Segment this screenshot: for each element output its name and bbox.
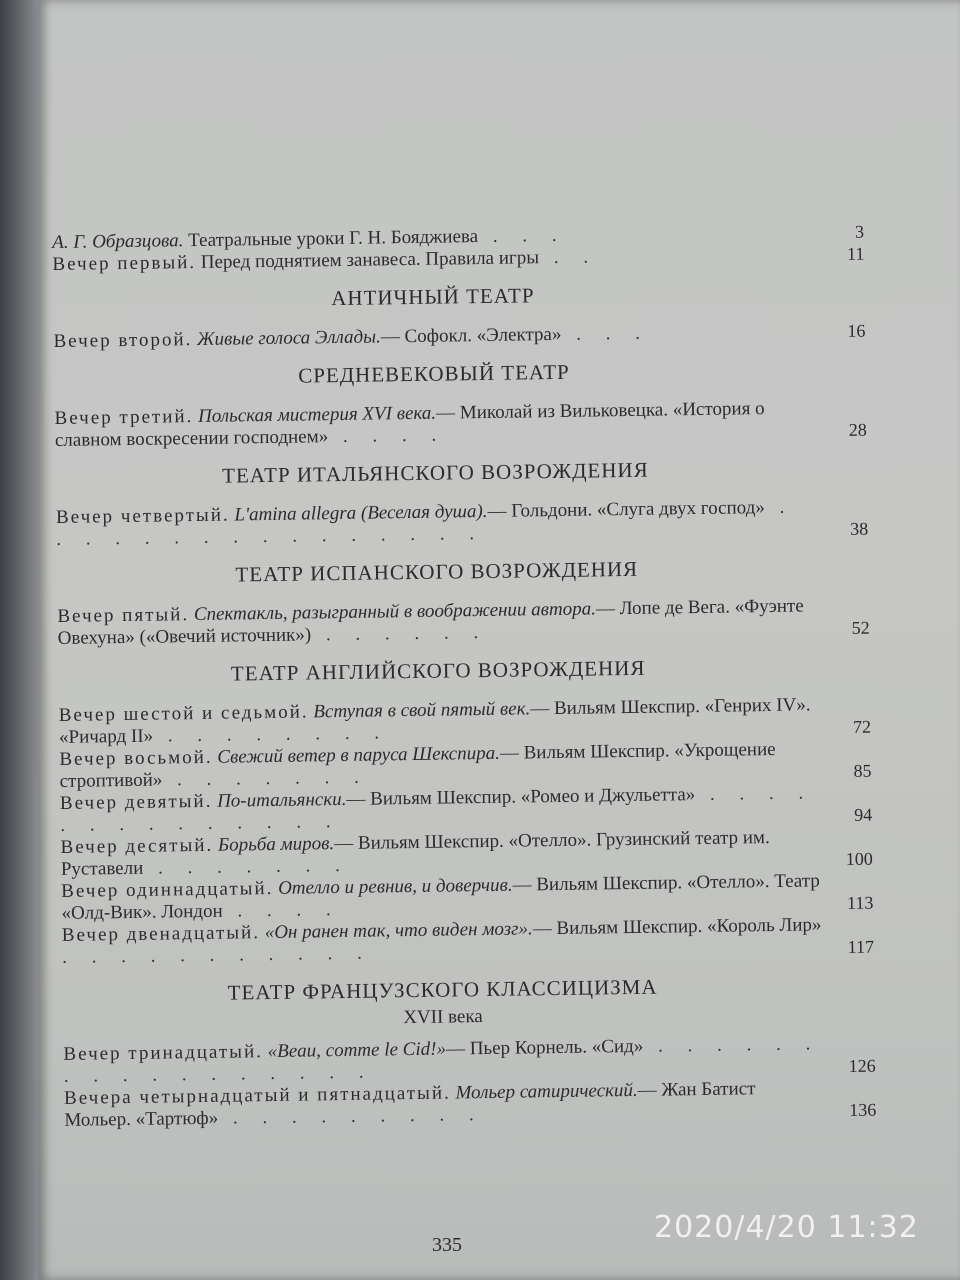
toc-page-number: 16 (847, 320, 866, 341)
toc-entry-title: «Beau, comme le Cid!» (262, 1038, 447, 1063)
toc-entry-evening: Вечер четвертый. (55, 504, 230, 528)
toc-entry-evening: Вечер девятый. (59, 790, 213, 814)
toc-entry-author: А. Г. Образцова. (52, 230, 184, 253)
toc-page-number: 72 (852, 716, 872, 737)
toc-page-number: 113 (846, 892, 874, 913)
toc-entry-title: L'amina allegra (Веселая душа). (229, 500, 488, 526)
photo-timestamp: 2020/4/20 11:32 (654, 1210, 919, 1245)
toc-page-number: 3 (854, 221, 865, 242)
toc-entry-evening: Вечер второй. (53, 329, 193, 352)
leader-dots: . . . . . . . (143, 854, 350, 879)
toc-entry-text: — Миколай из Вильковецка. «История о славном воскресении господнем» (54, 398, 765, 451)
section-subheading: XVII века (403, 1006, 483, 1029)
toc-entry-text: — Вильям Шекспир. «Ромео и Джульетта» (346, 784, 696, 810)
toc-entry-text: — Софокл. «Электра» (380, 323, 562, 348)
toc-entry-text: — Вильям Шекспир. «Король Лир» (532, 914, 822, 940)
section-heading: СРЕДНЕВЕКОВЫЙ ТЕАТР (298, 359, 570, 388)
toc-page-number: 100 (845, 848, 873, 869)
toc-entry-title: Вступая в свой пятый век. (308, 698, 531, 723)
toc-page-number: 38 (850, 518, 869, 539)
toc-entry-evening: Вечер пятый. (57, 604, 190, 627)
toc-page-number: 52 (851, 617, 870, 638)
leader-dots: . . . . . . . . . . . . . . (60, 782, 814, 836)
toc-entry-title: Свежий ветер в паруса Шекспира. (212, 742, 501, 768)
leader-dots: . . . . . . . . . (218, 1104, 484, 1129)
toc-entry (54, 397, 875, 452)
toc-page-number: 126 (848, 1055, 876, 1076)
toc-entry-title: «Он ранен так, что виден мозг». (259, 918, 533, 944)
leader-dots: . . . . (222, 899, 341, 922)
toc-page-number: 117 (847, 936, 875, 957)
table-of-contents (52, 221, 884, 1132)
leader-dots: . . . . . . . . . . . (61, 942, 372, 968)
toc-entry-title: Польская мистерия XVI века. (193, 402, 437, 428)
toc-entry-text: Перед поднятием занавеса. Правила игры (195, 247, 540, 273)
toc-entry-evening: Вечер первый. (52, 251, 197, 275)
toc-entry-text: Театральные уроки Г. Н. Бояджиева (183, 226, 479, 252)
toc-entry-text: — Вильям Шекспир. «Укрощение строптивой» (59, 738, 776, 792)
toc-entry-title: По-итальянски. (212, 788, 347, 812)
leader-dots: . . . . . . . . (152, 722, 390, 747)
toc-entry-title: Живые голоса Эллады. (192, 326, 381, 351)
toc-entry-evening: Вечер двенадцатый. (61, 922, 261, 946)
toc-entry (57, 595, 878, 650)
toc-entry-evening: Вечер восьмой. (59, 746, 213, 770)
leader-dots: . . . . . . (311, 621, 489, 646)
toc-entry (53, 320, 873, 353)
toc-entry-title: Мольер сатирический. (450, 1079, 638, 1104)
toc-page-number: 136 (849, 1099, 877, 1120)
toc-entry-text: — Вильям Шекспир. «Отелло». Грузинский театр им. Руставели (60, 827, 770, 880)
toc-page-number: 94 (854, 804, 873, 825)
toc-entry (56, 496, 877, 551)
toc-entry-title: Борьба миров. (213, 833, 335, 856)
toc-entry-evening: Вечер шестой и седьмой. (58, 701, 309, 726)
leader-dots: . . . (561, 322, 651, 345)
leader-dots: . . (538, 246, 599, 269)
toc-entry-evening: Вечер третий. (54, 406, 194, 429)
toc-entry-title: Отелло и ревнив, и доверчив. (273, 874, 513, 899)
toc-entry-text: — Пьер Корнель. «Сид» (445, 1035, 644, 1060)
toc-entry-evening: Вечера четырнадцатый и пятнадцатый. (63, 1082, 451, 1109)
section-heading: АНТИЧНЫЙ ТЕАТР (331, 283, 535, 311)
toc-entry-title: Спектакль, разыгранный в воображении автора. (188, 598, 597, 626)
section-heading: ТЕАТР ИТАЛЬЯНСКОГО ВОЗРОЖДЕНИЯ (222, 457, 649, 488)
toc-entry-evening: Вечер десятый. (60, 834, 214, 858)
toc-entry-text: — Лопе де Вега. «Фуэнте Овехуна» («Овечий источник») (57, 595, 804, 649)
section-heading: ТЕАТР ФРАНЦУЗСКОГО КЛАССИЦИЗМА (227, 974, 658, 1005)
book-spine-edge (0, 0, 40, 1280)
toc-entry-text: — Жан Батист Мольер. «Тартюф» (64, 1078, 756, 1131)
leader-dots: . . . . (328, 424, 447, 448)
page-footer-number: 335 (432, 1234, 462, 1256)
toc-page-number: 85 (853, 760, 872, 781)
toc-entry-evening: Вечер тринадцатый. (63, 1041, 264, 1065)
toc-page-number: 11 (846, 243, 865, 264)
toc-entry-text: — Вильям Шекспир. «Отелло». Театр «Олд-Вик». Лондон (61, 870, 820, 924)
leader-dots: . . . . . . . . . . . . . . . . (56, 496, 795, 550)
leader-dots: . . . (477, 224, 567, 248)
toc-page-number: 28 (848, 419, 867, 440)
toc-entry-text: — Вильям Шекспир. «Генрих IV». «Ричард II» (58, 694, 811, 748)
section-heading: ТЕАТР ИСПАНСКОГО ВОЗРОЖДЕНИЯ (235, 556, 639, 587)
section-heading: ТЕАТР АНГЛИЙСКОГО ВОЗРОЖДЕНИЯ (230, 655, 646, 686)
toc-entry-evening: Вечер одиннадцатый. (61, 877, 274, 902)
leader-dots: . . . . . . . . . . . . . . . . . (63, 1033, 821, 1087)
toc-entry-text: — Гольдони. «Слуга двух господ» (487, 497, 765, 522)
leader-dots: . . . . . . . (162, 766, 369, 791)
